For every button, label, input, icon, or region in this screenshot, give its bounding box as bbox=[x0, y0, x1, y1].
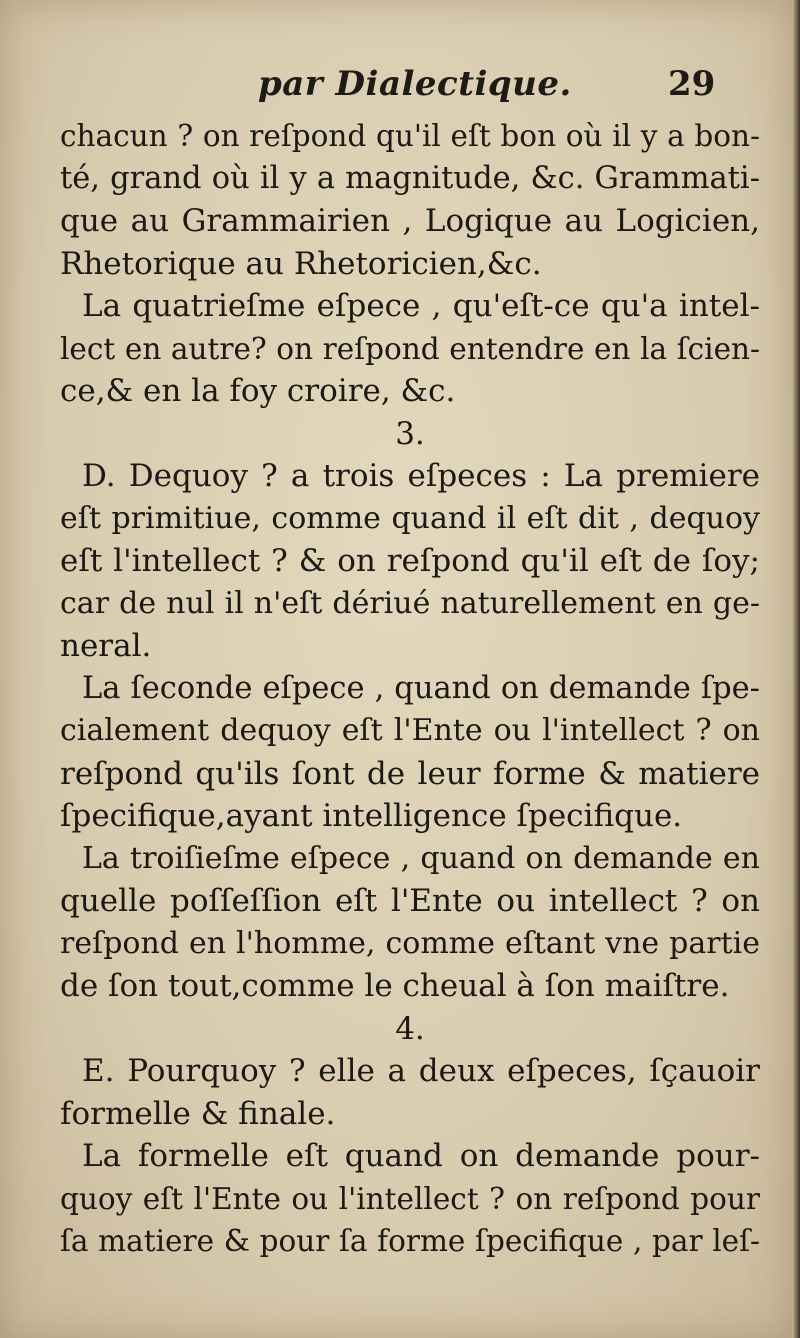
text-line: ſa matiere & pour ſa forme ſpecifique , par leſ- bbox=[60, 1224, 760, 1258]
text-line: eſt l'intellect ? & on reſpond qu'il eſt de ſoy; bbox=[60, 543, 760, 579]
text-line: quoy eſt l'Ente ou l'intellect ? on reſpond pour bbox=[60, 1181, 760, 1216]
paragraph-start: La quatrieſme eſpece , qu'eſt-ce qu'a intel- bbox=[82, 288, 760, 324]
paragraph-start: La formelle eſt quand on demande pour- bbox=[82, 1138, 760, 1174]
section-number: 3. bbox=[395, 415, 425, 452]
text-line: reſpond en l'homme, comme eſtant vne partie bbox=[60, 925, 760, 961]
text-line: cialement dequoy eſt l'Ente ou l'intellect ? on bbox=[60, 713, 760, 748]
text-line: que au Grammairien , Logique au Logicien, bbox=[60, 203, 760, 239]
text-line: chacun ? on reſpond qu'il eſt bon où il y a bon- bbox=[60, 119, 760, 153]
paragraph-start: E. Pourquoy ? elle a deux eſpeces, ſçauoir bbox=[82, 1053, 760, 1089]
text-line: Rhetorique au Rhetoricien,&c. bbox=[60, 245, 542, 282]
running-head-title: par Dialectique. bbox=[258, 64, 572, 104]
section-number: 4. bbox=[395, 1010, 425, 1047]
page-edge bbox=[792, 0, 800, 1338]
text-line: de ſon tout,comme le cheual à ſon maiſtre. bbox=[60, 968, 730, 1004]
running-head bbox=[0, 62, 792, 112]
text-line: ce,& en la foy croire, &c. bbox=[60, 373, 456, 409]
paragraph-start: La ſeconde eſpece , quand on demande ſpe- bbox=[82, 670, 760, 706]
text-line: reſpond qu'ils ſont de leur forme & matiere bbox=[60, 755, 760, 792]
text-line: eſt primitiue, comme quand il eſt dit , dequoy bbox=[60, 500, 760, 536]
text-line: formelle & finale. bbox=[60, 1095, 336, 1132]
paragraph-start: D. Dequoy ? a trois eſpeces : La premiere bbox=[82, 458, 760, 494]
body-text bbox=[60, 115, 760, 1263]
text-line: té, grand où il y a magnitude, &c. Grammati- bbox=[60, 160, 760, 196]
text-line: car de nul il n'eſt dériué naturellement en ge- bbox=[60, 585, 760, 621]
text-line: quelle poſſeſſion eſt l'Ente ou intellect ? on bbox=[60, 883, 760, 919]
text-line: lect en autre? on reſpond entendre en la ſcien- bbox=[60, 331, 760, 366]
text-line: ſpecifique,ayant intelligence ſpecifique. bbox=[60, 798, 683, 834]
page-number: 29 bbox=[668, 64, 716, 104]
text-line: neral. bbox=[60, 628, 152, 664]
paragraph-start: La troiſieſme eſpece , quand on demande en bbox=[82, 840, 760, 876]
